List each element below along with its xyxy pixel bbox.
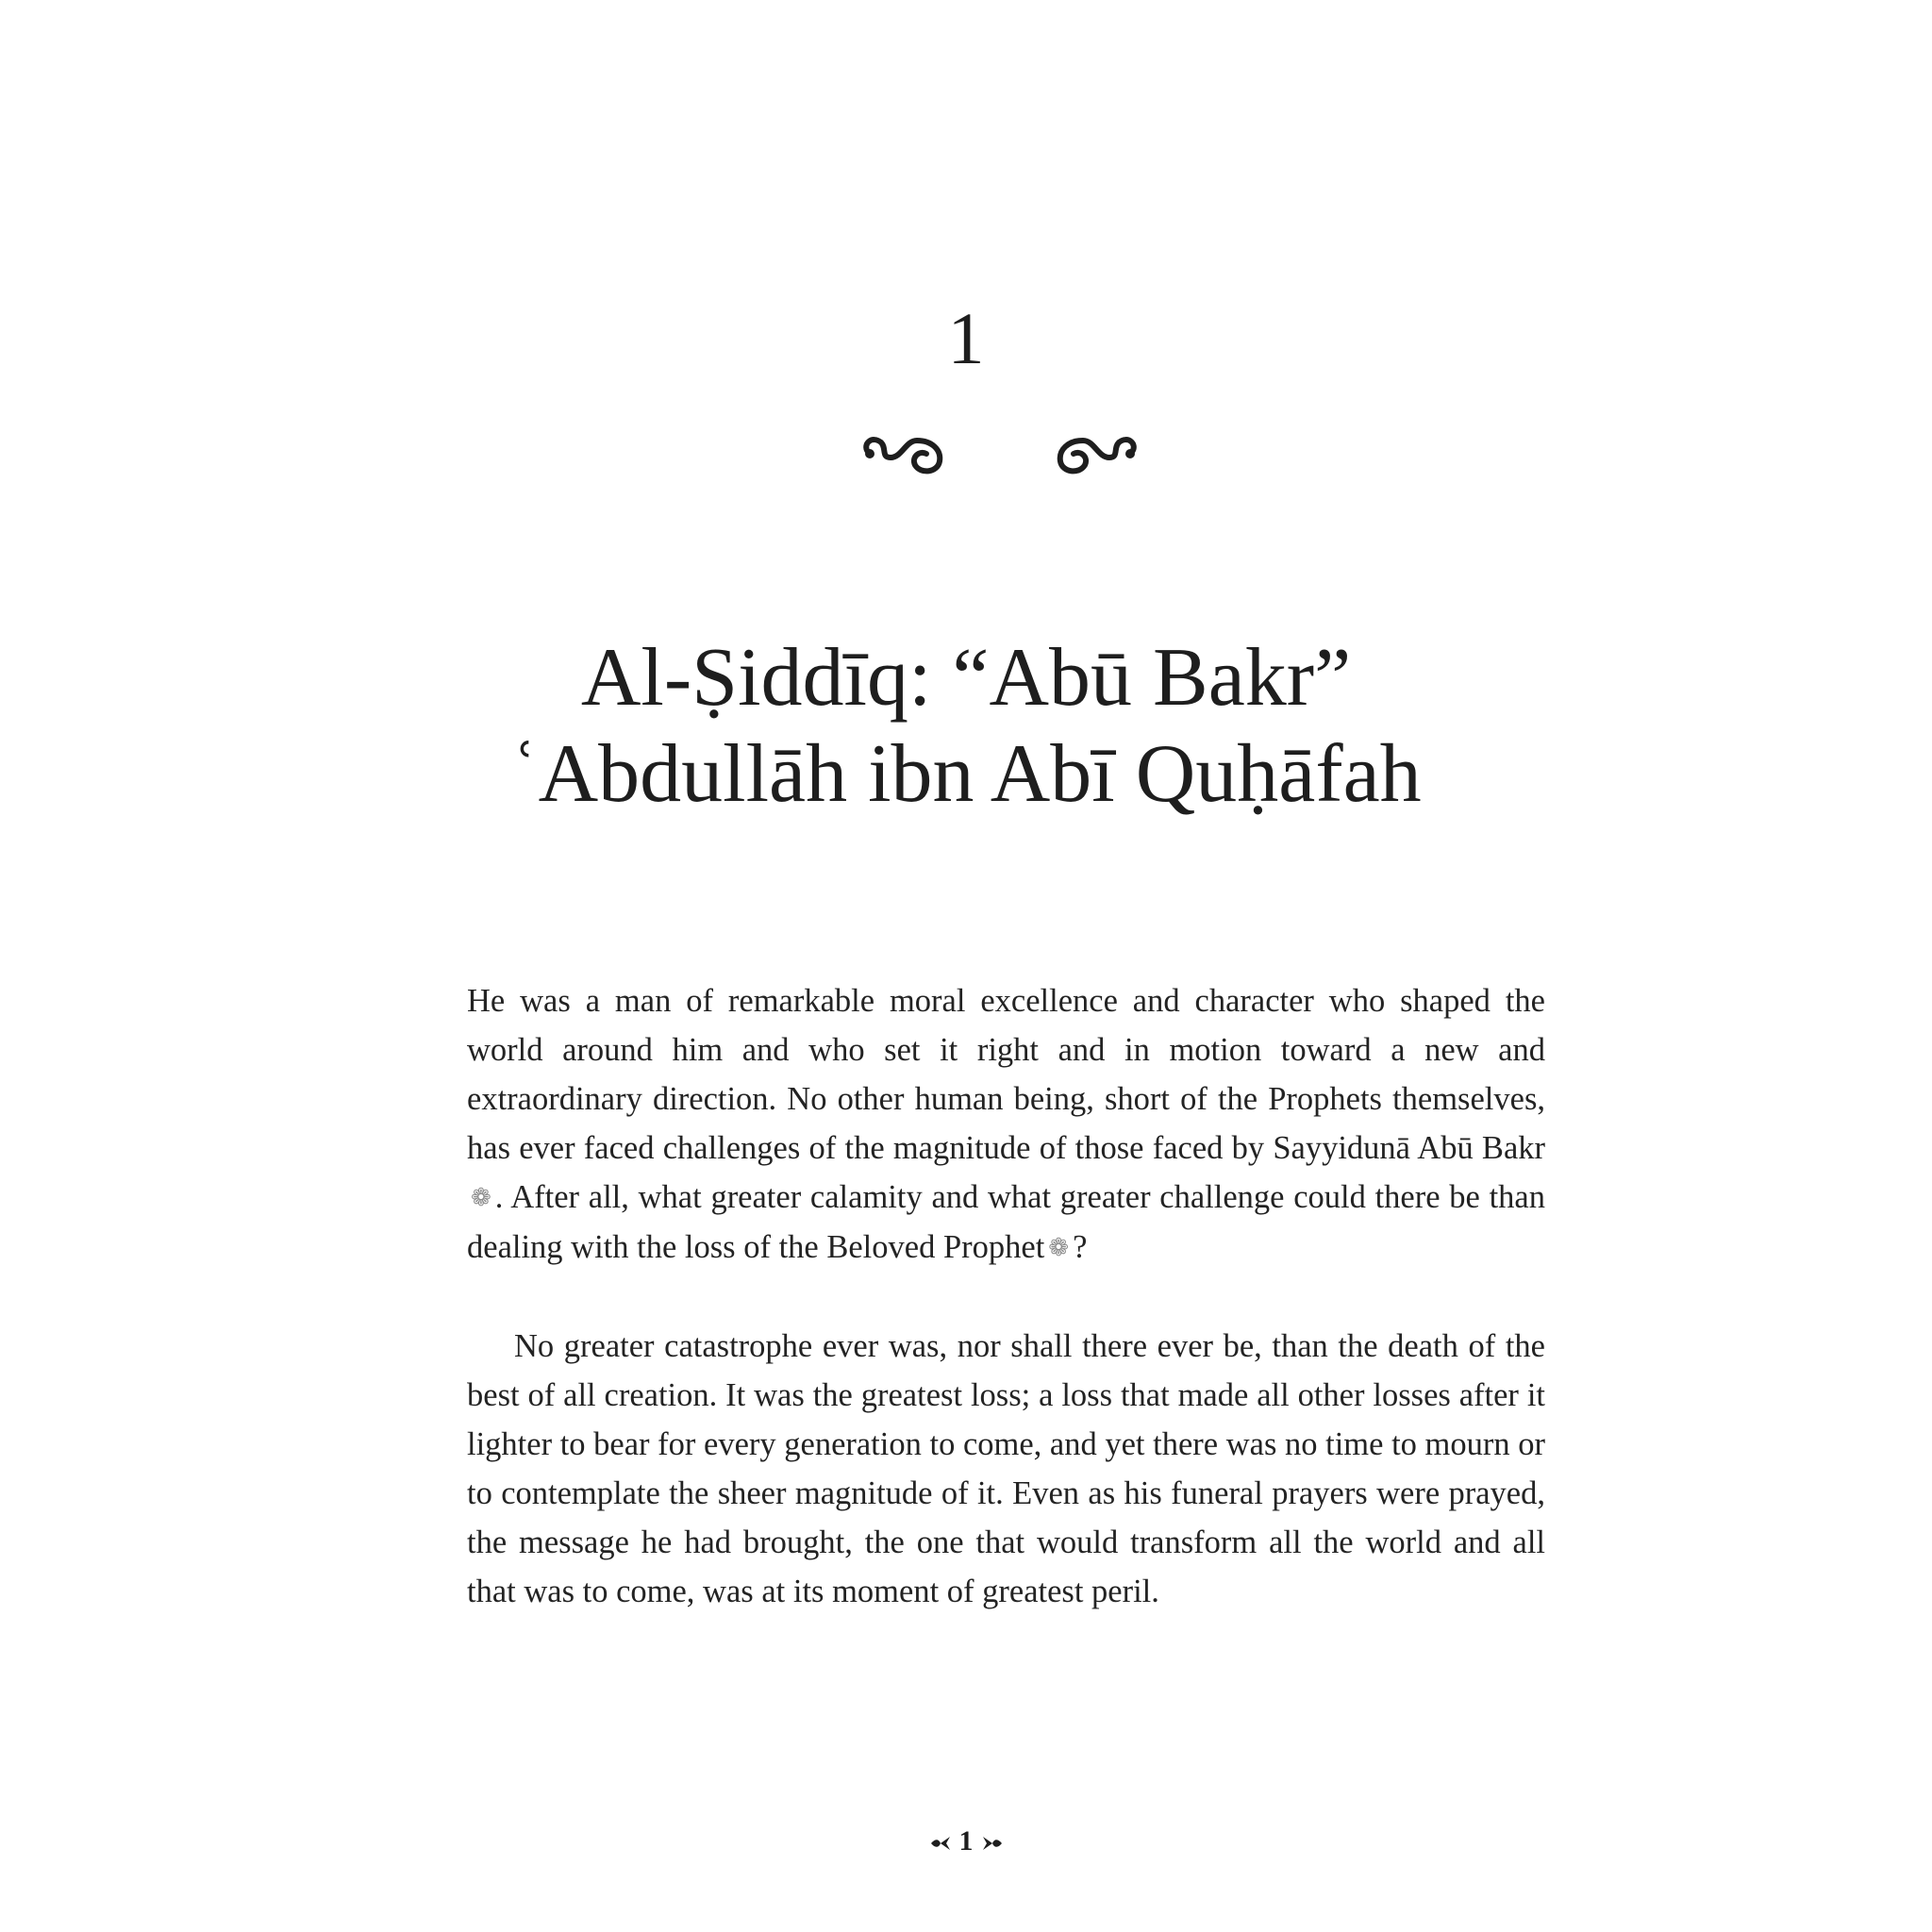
radiallahu-anhu-honorific-icon: ❁ [471, 1184, 491, 1211]
fleuron-icon [927, 1831, 952, 1856]
paragraph-1 [467, 976, 1545, 1273]
chapter-number: 1 [947, 297, 985, 379]
fleuron-icon [981, 1831, 1006, 1856]
salawat-honorific-icon: ❁ [1048, 1234, 1070, 1261]
page-number: 1 [958, 1825, 974, 1857]
chapter-title-line-2: ʿAbdullāh ibn Abī Quḥāfah [510, 728, 1422, 820]
page-footer [0, 1823, 1932, 1860]
chapter-title-line-1: Al-Ṣiddīq: “Abū Bakr” [580, 632, 1352, 724]
paragraph-1-part-1: He was a man of remarkable moral excellence and character who shaped the world around him and who set it right and in motion toward a new and extraordinary direction. No other human being, short of the Prophets themselves, has ever faced challenges of the magnitude of those faced by Sayyidunā Abū Bakr [467, 983, 1545, 1166]
body-text [467, 976, 1545, 1616]
scroll-flourish-ornament-icon [858, 420, 1141, 486]
paragraph-2: No greater catastrophe ever was, nor shall there ever be, than the death of the best of all creation. It was the greatest loss; a loss that made all other losses after it lighter to bear for every generation to come, and yet there was no time to mourn or to contemplate the sheer magnitude of it. Even as his funeral prayers were prayed, the message he had brought, the one that would transform all the world and all that was to come, was at its moment of greatest peril. [467, 1328, 1545, 1609]
paragraph-1-part-2: . After all, what greater calamity and what greater challenge could there be than dealing with the loss of the Beloved Prophet [467, 1179, 1545, 1265]
paragraph-1-part-3: ? [1073, 1229, 1088, 1265]
chapter-title [0, 630, 1932, 823]
